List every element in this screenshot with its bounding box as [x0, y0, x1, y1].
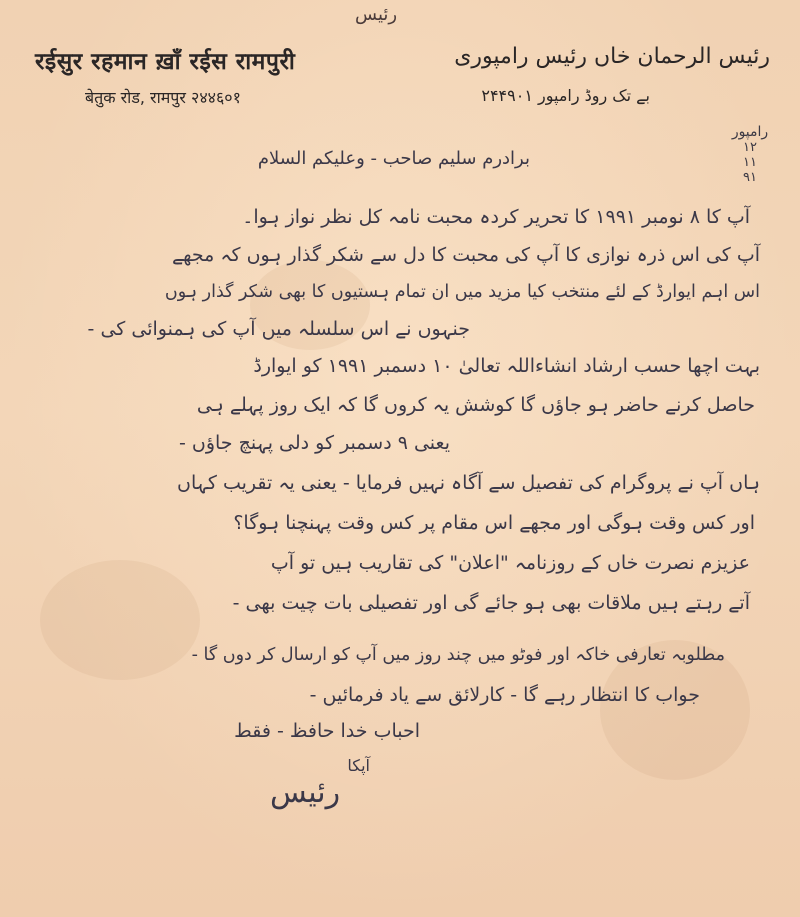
letter-line: ہاں آپ نے پروگرام کی تفصیل سے آگاہ نہیں فرمایا - یعنی یہ تقریب کہاں — [177, 472, 760, 494]
top-scribble: رئیس — [355, 4, 398, 25]
letterhead-urdu-address: بے تک روڈ رامپور ۲۴۴۹۰۱ — [481, 86, 650, 105]
signature: رئیس — [270, 775, 341, 810]
letter-line: جنہوں نے اس سلسلہ میں آپ کی ہمنوائی کی - — [87, 318, 470, 340]
closing: آپکا — [347, 756, 370, 775]
letter-line: اور کس وقت ہوگی اور مجھے اس مقام پر کس وقت پہنچنا ہوگا؟ — [233, 512, 755, 534]
letter-line: حاصل کرنے حاضر ہو جاؤں گا کوشش یہ کروں گا کہ ایک روز پہلے ہی — [196, 394, 755, 416]
date-month: ۱۱ — [743, 155, 757, 170]
letterhead-hindi-name: रईसुर रहमान ख़ाँ रईस रामपुरी — [35, 49, 296, 75]
letter-line: عزیزم نصرت خاں کے روزنامہ "اعلان" کی تقاریب ہیں تو آپ — [270, 552, 750, 574]
letter-line: بہت اچھا حسب ارشاد انشاءاللہ تعالیٰ ۱۰ دسمبر ۱۹۹۱ کو ایوارڈ — [253, 355, 760, 377]
letter-line: آتے رہتے ہیں ملاقات بھی ہو جائے گی اور تفصیلی بات چیت بھی - — [232, 592, 750, 614]
date-place: رامپور — [731, 124, 769, 140]
salutation: برادرم سلیم صاحب - وعلیکم السلام — [257, 148, 530, 169]
paper-stain — [40, 560, 200, 680]
letter-line: مطلوبہ تعارفی خاکہ اور فوٹو میں چند روز میں آپ کو ارسال کر دوں گا - — [191, 645, 725, 665]
letter-line: جواب کا انتظار رہے گا - کارلائق سے یاد فرمائیں - — [309, 684, 700, 706]
date-block — [720, 124, 780, 185]
date-year: ۹۱ — [743, 170, 757, 185]
letter-line: احباب خدا حافظ - فقط — [234, 720, 420, 742]
letter-line: اس اہم ایوارڈ کے لئے منتخب کیا مزید میں ان تمام ہستیوں کا بھی شکر گذار ہوں — [164, 282, 760, 302]
letterhead-hindi-address: बेतुक रोड, रामपुर २४४६०१ — [85, 88, 241, 107]
letterhead-urdu-name: رئیس الرحمان خاں رئیس رامپوری — [454, 44, 770, 69]
letter-line: یعنی ۹ دسمبر کو دلی پہنچ جاؤں - — [178, 432, 450, 454]
letter-line: آپ کی اس ذرہ نوازی کا آپ کی محبت کا دل سے شکر گذار ہوں کہ مجھے — [172, 244, 760, 266]
letter-line: آپ کا ۸ نومبر ۱۹۹۱ کا تحریر کردہ محبت نامہ کل نظر نواز ہوا۔ — [242, 206, 750, 228]
date-day: ۱۲ — [743, 140, 757, 155]
